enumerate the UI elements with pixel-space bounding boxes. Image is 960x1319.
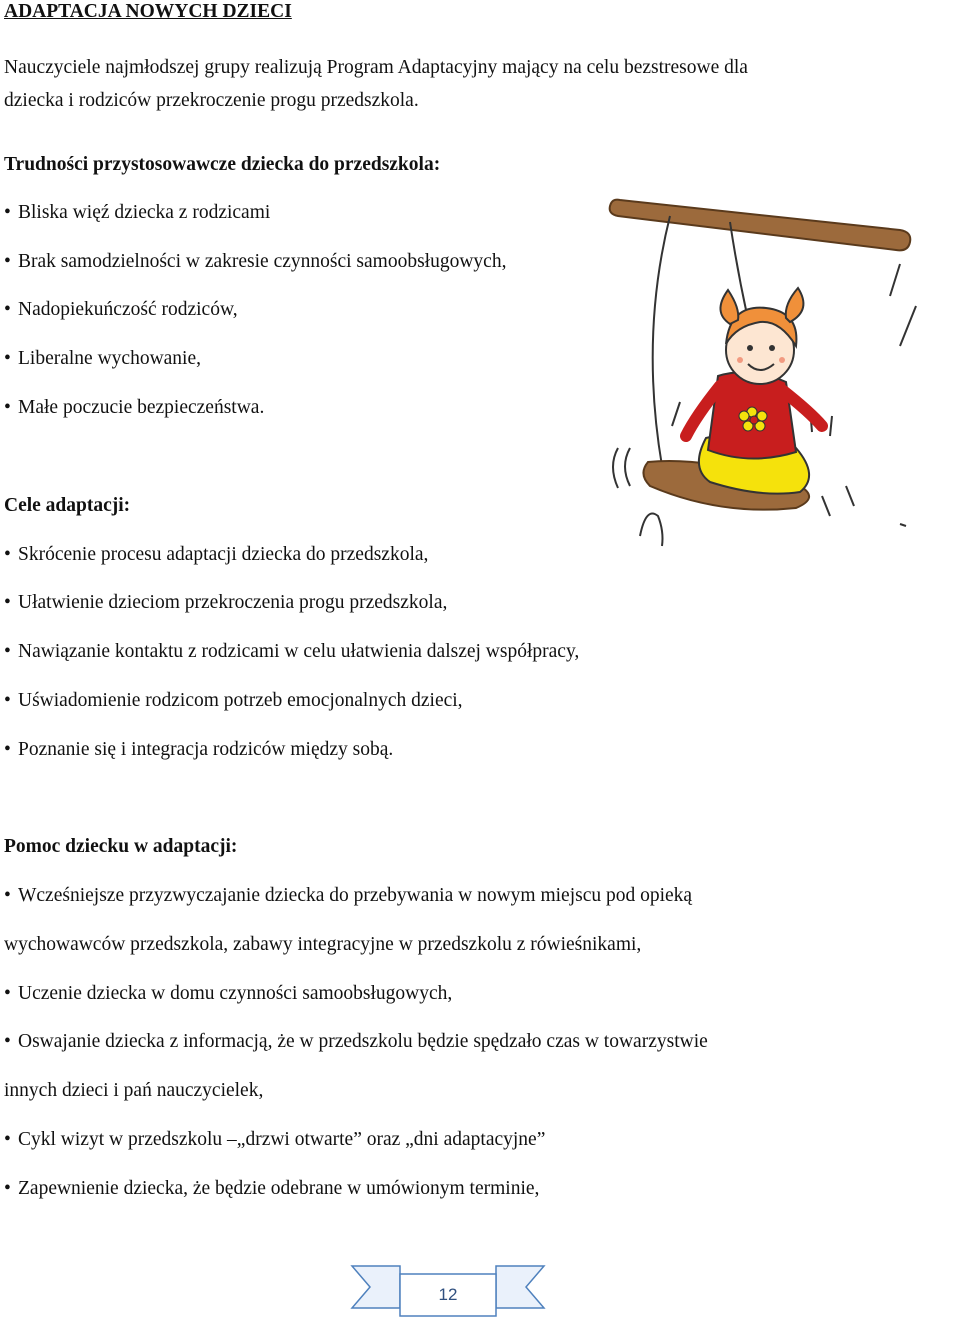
page-number: 12	[438, 1285, 458, 1304]
list-item: • Nadopiekuńczość rodziców,	[4, 298, 238, 322]
list-item: • Bliska więź dziecka z rodzicami	[4, 201, 270, 225]
girl-on-swing-icon	[600, 186, 930, 556]
list-item: • Małe poczucie bezpieczeństwa.	[4, 396, 264, 420]
list-item: • Oswajanie dziecka z informacją, że w przedszkolu będzie spędzało czas w towarzystwie	[4, 1030, 708, 1054]
list-item: • Nawiązanie kontaktu z rodzicami w celu ułatwienia dalszej współpracy,	[4, 640, 579, 664]
list-item-continuation: wychowawców przedszkola, zabawy integracyjne w przedszkolu z rówieśnikami,	[4, 934, 642, 955]
difficulties-heading: Trudności przystosowawcze dziecka do przedszkola:	[4, 154, 441, 175]
list-item: • Zapewnienie dziecka, że będzie odebrane w umówionym terminie,	[4, 1177, 539, 1201]
list-item: • Uświadomienie rodzicom potrzeb emocjonalnych dzieci,	[4, 689, 463, 713]
list-item: • Cykl wizyt w przedszkolu –„drzwi otwarte” oraz „dni adaptacyjne”	[4, 1128, 545, 1152]
list-item: • Ułatwienie dzieciom przekroczenia progu przedszkola,	[4, 591, 447, 615]
list-item: • Liberalne wychowanie,	[4, 347, 201, 371]
list-item-continuation: innych dzieci i pań nauczycielek,	[4, 1080, 264, 1101]
help-heading: Pomoc dziecku w adaptacji:	[4, 836, 238, 857]
page-title: ADAPTACJA NOWYCH DZIECI	[4, 1, 292, 22]
list-item: • Poznanie się i integracja rodziców między sobą.	[4, 738, 393, 762]
intro-line: Nauczyciele najmłodszej grupy realizują Program Adaptacyjny mający na celu bezstresowe dla	[4, 57, 748, 78]
intro-line: dziecka i rodziców przekroczenie progu przedszkola.	[4, 90, 419, 111]
list-item: • Skrócenie procesu adaptacji dziecka do przedszkola,	[4, 543, 428, 567]
list-item: • Brak samodzielności w zakresie czynności samoobsługowych,	[4, 250, 506, 274]
list-item: • Wcześniejsze przyzwyczajanie dziecka do przebywania w nowym miejscu pod opieką	[4, 884, 692, 908]
goals-heading: Cele adaptacji:	[4, 495, 131, 516]
list-item: • Uczenie dziecka w domu czynności samoobsługowych,	[4, 982, 452, 1006]
